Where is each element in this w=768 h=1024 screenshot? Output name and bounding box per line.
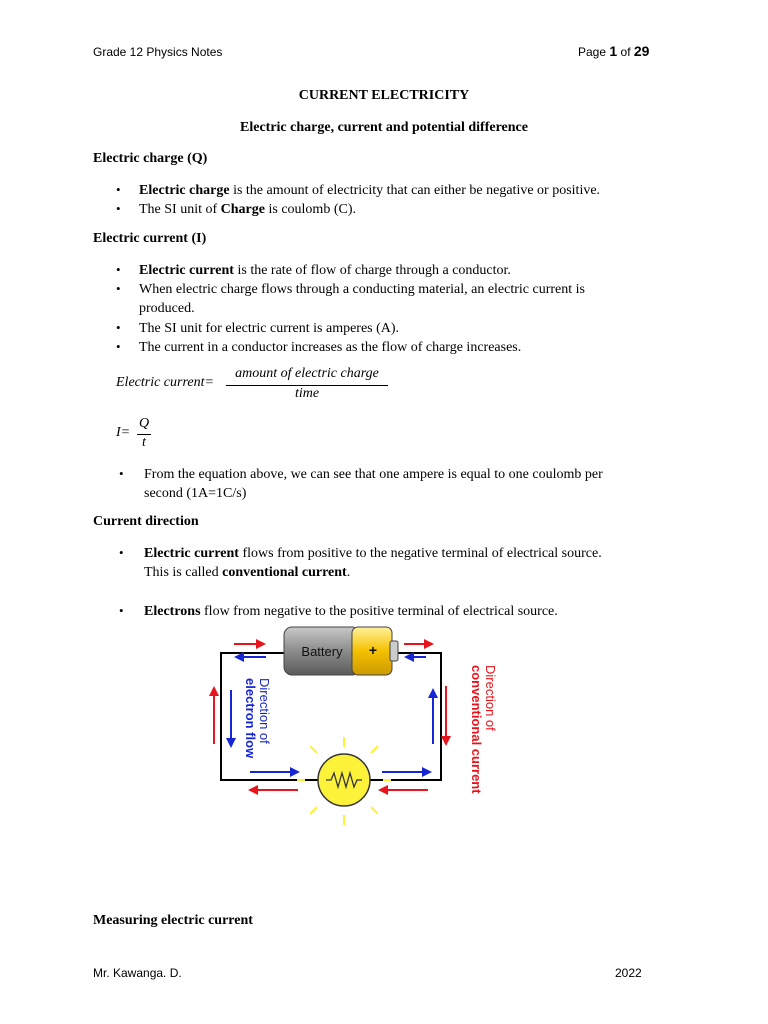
page-subtitle: Electric charge, current and potential difference bbox=[240, 120, 528, 135]
page-prefix: Page bbox=[578, 45, 607, 59]
electron-label-line2: electron flow bbox=[243, 678, 258, 759]
equation2-lhs: I= bbox=[116, 425, 131, 440]
direction-b1-bold: Electric current bbox=[144, 546, 239, 561]
charge-heading: Electric charge (Q) bbox=[93, 151, 208, 166]
footer-year: 2022 bbox=[615, 966, 642, 980]
bullet-icon: • bbox=[116, 182, 121, 197]
charge-bullet-2 bbox=[139, 200, 356, 219]
bullet-icon: • bbox=[119, 545, 124, 560]
bullet-icon: • bbox=[116, 339, 121, 354]
battery-icon bbox=[284, 627, 398, 675]
equation1-lhs: Electric current= bbox=[116, 375, 214, 390]
bullet-icon: • bbox=[119, 603, 124, 618]
footer-author: Mr. Kawanga. D. bbox=[93, 966, 182, 980]
current-heading: Electric current (I) bbox=[93, 231, 207, 246]
equation1-numerator: amount of electric charge bbox=[235, 366, 379, 381]
header-left: Grade 12 Physics Notes bbox=[93, 45, 223, 59]
current-bullet-1 bbox=[139, 261, 511, 280]
charge-b1-rest: is the amount of electricity that can either be negative or positive. bbox=[229, 183, 601, 198]
bullet-icon: • bbox=[119, 466, 124, 481]
equation2-numerator: Q bbox=[138, 416, 150, 431]
current-bullet-4: The current in a conductor increases as the flow of charge increases. bbox=[139, 340, 522, 355]
page-current: 1 bbox=[609, 43, 618, 59]
charge-b2-bold: Charge bbox=[220, 202, 265, 217]
battery-plus: + bbox=[368, 642, 378, 658]
circuit-diagram bbox=[190, 620, 510, 830]
direction-b2-rest: flow from negative to the positive terminal of electrical source. bbox=[200, 604, 558, 619]
equation-note bbox=[144, 465, 603, 503]
electron-flow-label bbox=[243, 678, 272, 759]
charge-b2-post: is coulomb (C). bbox=[264, 202, 356, 217]
page-title: CURRENT ELECTRICITY bbox=[298, 88, 470, 103]
direction-bullet-1 bbox=[144, 544, 602, 582]
current-b2-line1: When electric charge flows through a conducting material, an electric current is bbox=[139, 282, 585, 297]
current-bullet-2 bbox=[139, 280, 585, 318]
bullet-icon: • bbox=[116, 320, 121, 335]
direction-b2-bold: Electrons bbox=[144, 604, 201, 619]
direction-bullet-2 bbox=[144, 602, 558, 621]
electron-label-line1: Direction of bbox=[257, 678, 272, 744]
equation1-denominator: time bbox=[294, 386, 320, 401]
current-bullet-3: The SI unit for electric current is amperes (A). bbox=[139, 321, 400, 336]
direction-heading: Current direction bbox=[93, 514, 199, 529]
battery-label: Battery bbox=[301, 644, 343, 659]
equation-note-line2: second (1A=1C/s) bbox=[144, 486, 247, 501]
charge-b2-pre: The SI unit of bbox=[139, 202, 221, 217]
charge-b1-bold: Electric charge bbox=[139, 183, 230, 198]
page-of: of bbox=[620, 45, 631, 59]
direction-b1-rest: flows from positive to the negative terminal of electrical source. bbox=[238, 546, 602, 561]
bullet-icon: • bbox=[116, 262, 121, 277]
equation2-denominator: t bbox=[142, 435, 146, 450]
page-number bbox=[578, 43, 649, 59]
current-b1-rest: is the rate of flow of charge through a conductor. bbox=[233, 263, 511, 278]
page-total: 29 bbox=[633, 43, 650, 59]
current-b2-line2: produced. bbox=[139, 301, 195, 316]
direction-b1-line2-post: . bbox=[346, 565, 351, 580]
conventional-label-line2: conventional current bbox=[469, 665, 484, 794]
direction-b1-line2-bold: conventional current bbox=[222, 565, 347, 580]
bullet-icon: • bbox=[116, 201, 121, 216]
charge-bullet-1 bbox=[139, 181, 600, 200]
equation-note-line1: From the equation above, we can see that one ampere is equal to one coulomb per bbox=[144, 467, 603, 482]
conventional-label-line1: Direction of bbox=[483, 665, 498, 731]
bullet-icon: • bbox=[116, 281, 121, 296]
direction-b1-line2-pre: This is called bbox=[144, 565, 223, 580]
conventional-current-label bbox=[469, 665, 498, 794]
measuring-heading: Measuring electric current bbox=[93, 913, 253, 928]
current-b1-bold: Electric current bbox=[139, 263, 234, 278]
